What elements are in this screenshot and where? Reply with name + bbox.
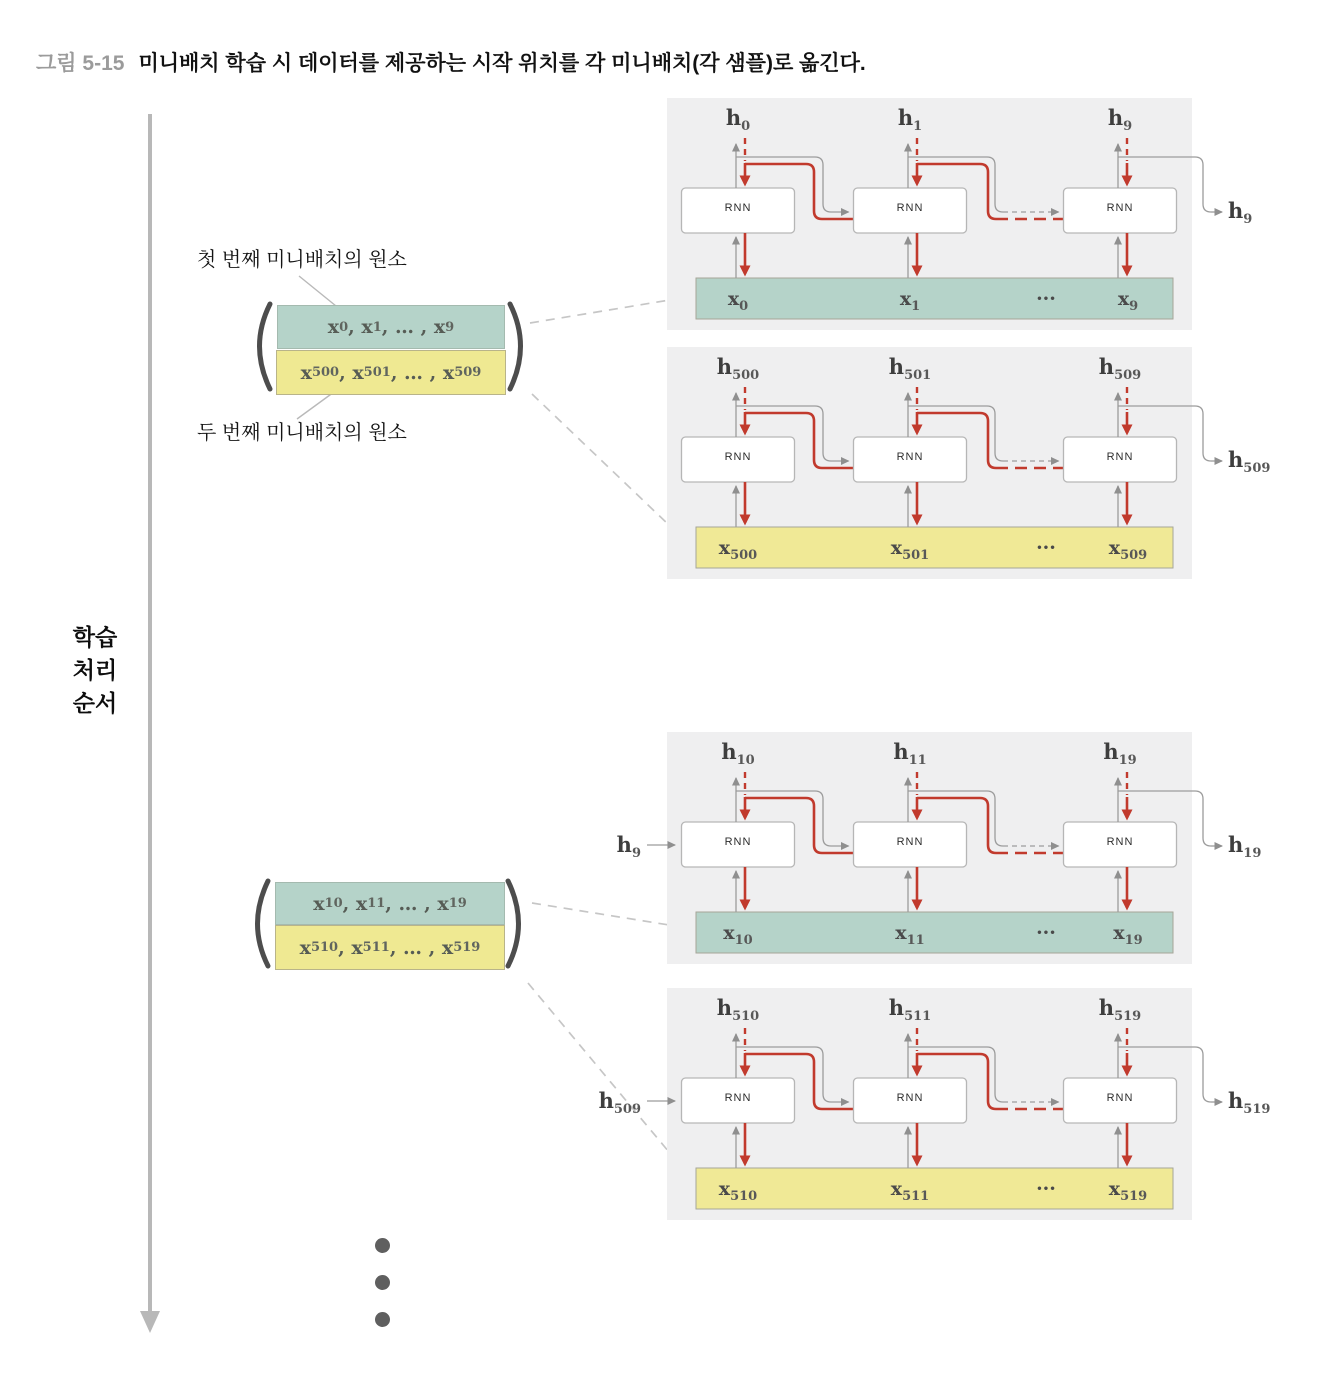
sequence-ellipsis: ···: [1036, 922, 1056, 944]
input-hidden-state-label: $h_9$: [616, 832, 641, 862]
rnn-cell-label: RNN: [1106, 1092, 1134, 1104]
first-minibatch-annotation: 첫 번째 미니배치의 원소: [197, 249, 407, 271]
tuple2-first-minibatch-row: x 10 , x 11 , … , x 19: [275, 882, 505, 925]
hidden-state-label: $h_{510}$: [716, 995, 760, 1025]
hidden-state-label: $h_{519}$: [1098, 995, 1142, 1025]
hidden-state-label: $h_0$: [725, 105, 751, 135]
hidden-state-label: $h_{511}$: [888, 995, 932, 1025]
input-element-label: $x_{500}$: [718, 537, 758, 563]
input-element-label: $x_{511}$: [890, 1178, 930, 1204]
figure-caption-text: 미니배치 학습 시 데이터를 제공하는 시작 위치를 각 미니배치(각 샘플)로 옮긴다.: [138, 52, 866, 75]
input-element-label: $x_0$: [727, 288, 749, 314]
hidden-state-label: $h_{11}$: [893, 739, 927, 769]
input-element-label: $x_{11}$: [895, 922, 925, 948]
continuation-dot: [375, 1238, 390, 1253]
figure-number: 그림 5-15: [36, 52, 125, 75]
rnn-cell-label: RNN: [896, 836, 924, 848]
rnn-cell-label: RNN: [896, 202, 924, 214]
input-element-label: $x_{10}$: [723, 922, 753, 948]
input-element-label: $x_{519}$: [1108, 1178, 1148, 1204]
training-order-arrowhead: [140, 1311, 160, 1333]
output-hidden-state-label: $h_{519}$: [1228, 1088, 1271, 1118]
hidden-state-label: $h_{501}$: [888, 354, 932, 384]
training-order-label: [64, 621, 126, 720]
input-element-label: $x_{19}$: [1113, 922, 1143, 948]
rnn-panel-4: [577, 988, 1287, 1228]
output-hidden-state-label: $h_{19}$: [1228, 832, 1262, 862]
sequence-ellipsis: ···: [1036, 1178, 1056, 1200]
tuple1-open-paren: [260, 304, 271, 389]
hidden-state-label: $h_{500}$: [716, 354, 760, 384]
input-element-label: $x_9$: [1117, 288, 1139, 314]
tuple2-close-paren: [508, 881, 519, 966]
rnn-panel-2: [577, 347, 1287, 587]
input-element-label: $x_{509}$: [1108, 537, 1148, 563]
rnn-cell-label: RNN: [724, 836, 752, 848]
tuple1-first-minibatch-row: x 0 , x 1 , … , x 9: [277, 305, 505, 349]
rnn-panel-1: [577, 98, 1287, 338]
second-minibatch-pointer-line: [297, 392, 334, 419]
hidden-state-label: $h_1$: [897, 105, 923, 135]
rnn-cell-label: RNN: [1106, 451, 1134, 463]
tuple2-second-minibatch-row: x 510 , x 511 , … , x 519: [275, 925, 505, 970]
sequence-ellipsis: ···: [1036, 537, 1056, 559]
input-element-label: $x_{510}$: [718, 1178, 758, 1204]
rnn-cell-label: RNN: [896, 1092, 924, 1104]
hidden-state-label: $h_9$: [1107, 105, 1133, 135]
tuple1-close-paren: [510, 304, 521, 389]
rnn-cell-label: RNN: [724, 451, 752, 463]
rnn-cell-label: RNN: [1106, 836, 1134, 848]
hidden-state-label: $h_{10}$: [721, 739, 755, 769]
training-order-line-3: 순서: [72, 690, 118, 716]
rnn-cell-label: RNN: [724, 1092, 752, 1104]
training-order-line-1: 학습: [72, 624, 118, 650]
input-element-label: $x_1$: [899, 288, 921, 314]
sequence-ellipsis: ···: [1036, 288, 1056, 310]
hidden-state-label: $h_{509}$: [1098, 354, 1142, 384]
hidden-state-label: $h_{19}$: [1103, 739, 1137, 769]
first-minibatch-pointer-line: [299, 276, 336, 306]
continuation-dot: [375, 1275, 390, 1290]
tuple2-open-paren: [258, 881, 269, 966]
rnn-cell-label: RNN: [724, 202, 752, 214]
continuation-dot: [375, 1312, 390, 1327]
tuple1-second-minibatch-row: x 500 , x 501 , … , x 509: [276, 350, 506, 395]
output-hidden-state-label: $h_{509}$: [1228, 447, 1271, 477]
second-minibatch-annotation: 두 번째 미니배치의 원소: [197, 422, 407, 444]
rnn-cell-label: RNN: [896, 451, 924, 463]
rnn-cell-label: RNN: [1106, 202, 1134, 214]
output-hidden-state-label: $h_9$: [1228, 198, 1253, 228]
input-hidden-state-label: $h_{509}$: [598, 1088, 641, 1118]
rnn-panel-3: [577, 732, 1287, 972]
input-element-label: $x_{501}$: [890, 537, 930, 563]
training-order-line-2: 처리: [72, 657, 118, 683]
